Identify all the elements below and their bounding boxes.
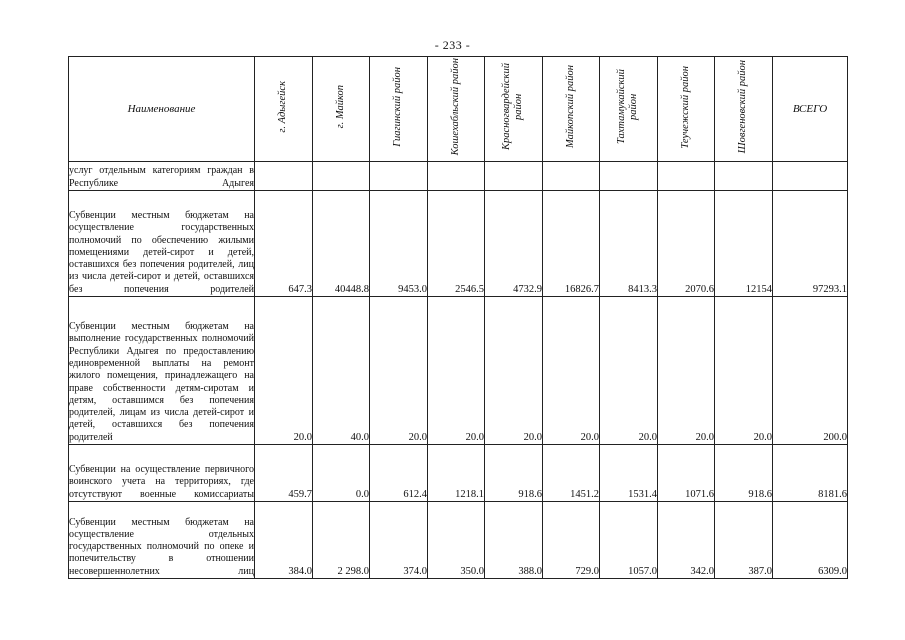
header-col-adygeysk: г. Адыгейск [255, 57, 313, 162]
cell-total: 200.0 [773, 297, 848, 445]
cell-value: 8413.3 [600, 191, 658, 297]
row-name: Субвенции местным бюджетам на осуществление государственных полномочий по обеспечению жилыми помещениями детей-сирот и детей, оставшихся без попечения родителей, лиц из числа детей-сирот и детей, оставшихся без попечения родителей [69, 191, 255, 297]
cell-value: 20.0 [658, 297, 715, 445]
cell-value: 12154 [715, 191, 773, 297]
cell-value: 20.0 [428, 297, 485, 445]
cell-value: 4732.9 [485, 191, 543, 297]
cell-value: 387.0 [715, 502, 773, 579]
cell-value: 1531.4 [600, 445, 658, 502]
cell-value [485, 162, 543, 191]
cell-total: 8181.6 [773, 445, 848, 502]
cell-value [370, 162, 428, 191]
header-col-maykop-city: г. Майкоп [313, 57, 370, 162]
table-row [69, 297, 848, 445]
header-name: Наименование [69, 57, 255, 162]
table-row [69, 502, 848, 579]
cell-value [255, 162, 313, 191]
cell-value: 1218.1 [428, 445, 485, 502]
cell-total: 6309.0 [773, 502, 848, 579]
cell-value: 2070.6 [658, 191, 715, 297]
cell-value: 1071.6 [658, 445, 715, 502]
table-row [69, 191, 848, 297]
cell-value: 2546.5 [428, 191, 485, 297]
cell-value: 20.0 [543, 297, 600, 445]
table-row [69, 162, 848, 191]
cell-total [773, 162, 848, 191]
cell-value: 0.0 [313, 445, 370, 502]
cell-value: 20.0 [715, 297, 773, 445]
cell-value: 20.0 [255, 297, 313, 445]
cell-value: 729.0 [543, 502, 600, 579]
cell-value [543, 162, 600, 191]
cell-value: 459.7 [255, 445, 313, 502]
cell-value [715, 162, 773, 191]
cell-value [658, 162, 715, 191]
cell-total: 97293.1 [773, 191, 848, 297]
header-total: ВСЕГО [773, 57, 848, 162]
cell-value: 20.0 [485, 297, 543, 445]
row-name: Субвенции на осуществление первичного воинского учета на территориях, где отсутствуют военные комиссариаты [69, 445, 255, 502]
cell-value: 16826.7 [543, 191, 600, 297]
cell-value: 612.4 [370, 445, 428, 502]
cell-value: 1451.2 [543, 445, 600, 502]
cell-value [313, 162, 370, 191]
cell-value: 918.6 [715, 445, 773, 502]
header-col-maykopsky: Майкопский район [543, 57, 600, 162]
cell-value: 9453.0 [370, 191, 428, 297]
cell-value: 384.0 [255, 502, 313, 579]
cell-value: 20.0 [370, 297, 428, 445]
cell-value: 342.0 [658, 502, 715, 579]
cell-value [428, 162, 485, 191]
cell-value: 2 298.0 [313, 502, 370, 579]
cell-value: 40448.8 [313, 191, 370, 297]
row-name: услуг отдельным категориям граждан в Республике Адыгея [69, 162, 255, 191]
cell-value: 1057.0 [600, 502, 658, 579]
cell-value: 350.0 [428, 502, 485, 579]
table-row [69, 445, 848, 502]
cell-value [600, 162, 658, 191]
budget-table [68, 56, 848, 579]
cell-value: 374.0 [370, 502, 428, 579]
row-name: Субвенции местным бюджетам на выполнение государственных полномочий Республики Адыгея по предоставлению единовременной выплаты на ремонт жилого помещения, принадлежащего на праве собственности детям-сиротам и детям, оставшимся без попечения родителей, лицам из числа детей-сирот и детей, оставшихся без попечения родителей [69, 297, 255, 445]
cell-value: 20.0 [600, 297, 658, 445]
cell-value: 647.3 [255, 191, 313, 297]
page-number: - 233 - [434, 38, 471, 52]
header-col-giaginsky: Гиагинский район [370, 57, 428, 162]
table-header-row [69, 57, 848, 162]
header-col-koshekhablsky: Кошехабльский район [428, 57, 485, 162]
cell-value: 918.6 [485, 445, 543, 502]
header-col-krasnogvardeysky: Красногвардейский район [485, 57, 543, 162]
cell-value: 388.0 [485, 502, 543, 579]
row-name: Субвенции местным бюджетам на осуществление отдельных государственных полномочий по опеке и попечительству в отношении несовершеннолетних лиц [69, 502, 255, 579]
header-col-teuchezhsky: Теучежский район [658, 57, 715, 162]
cell-value: 40.0 [313, 297, 370, 445]
header-col-shovgenovsky: Шовгеновский район [715, 57, 773, 162]
header-col-takhtamukaysky: Тахтамукайский район [600, 57, 658, 162]
